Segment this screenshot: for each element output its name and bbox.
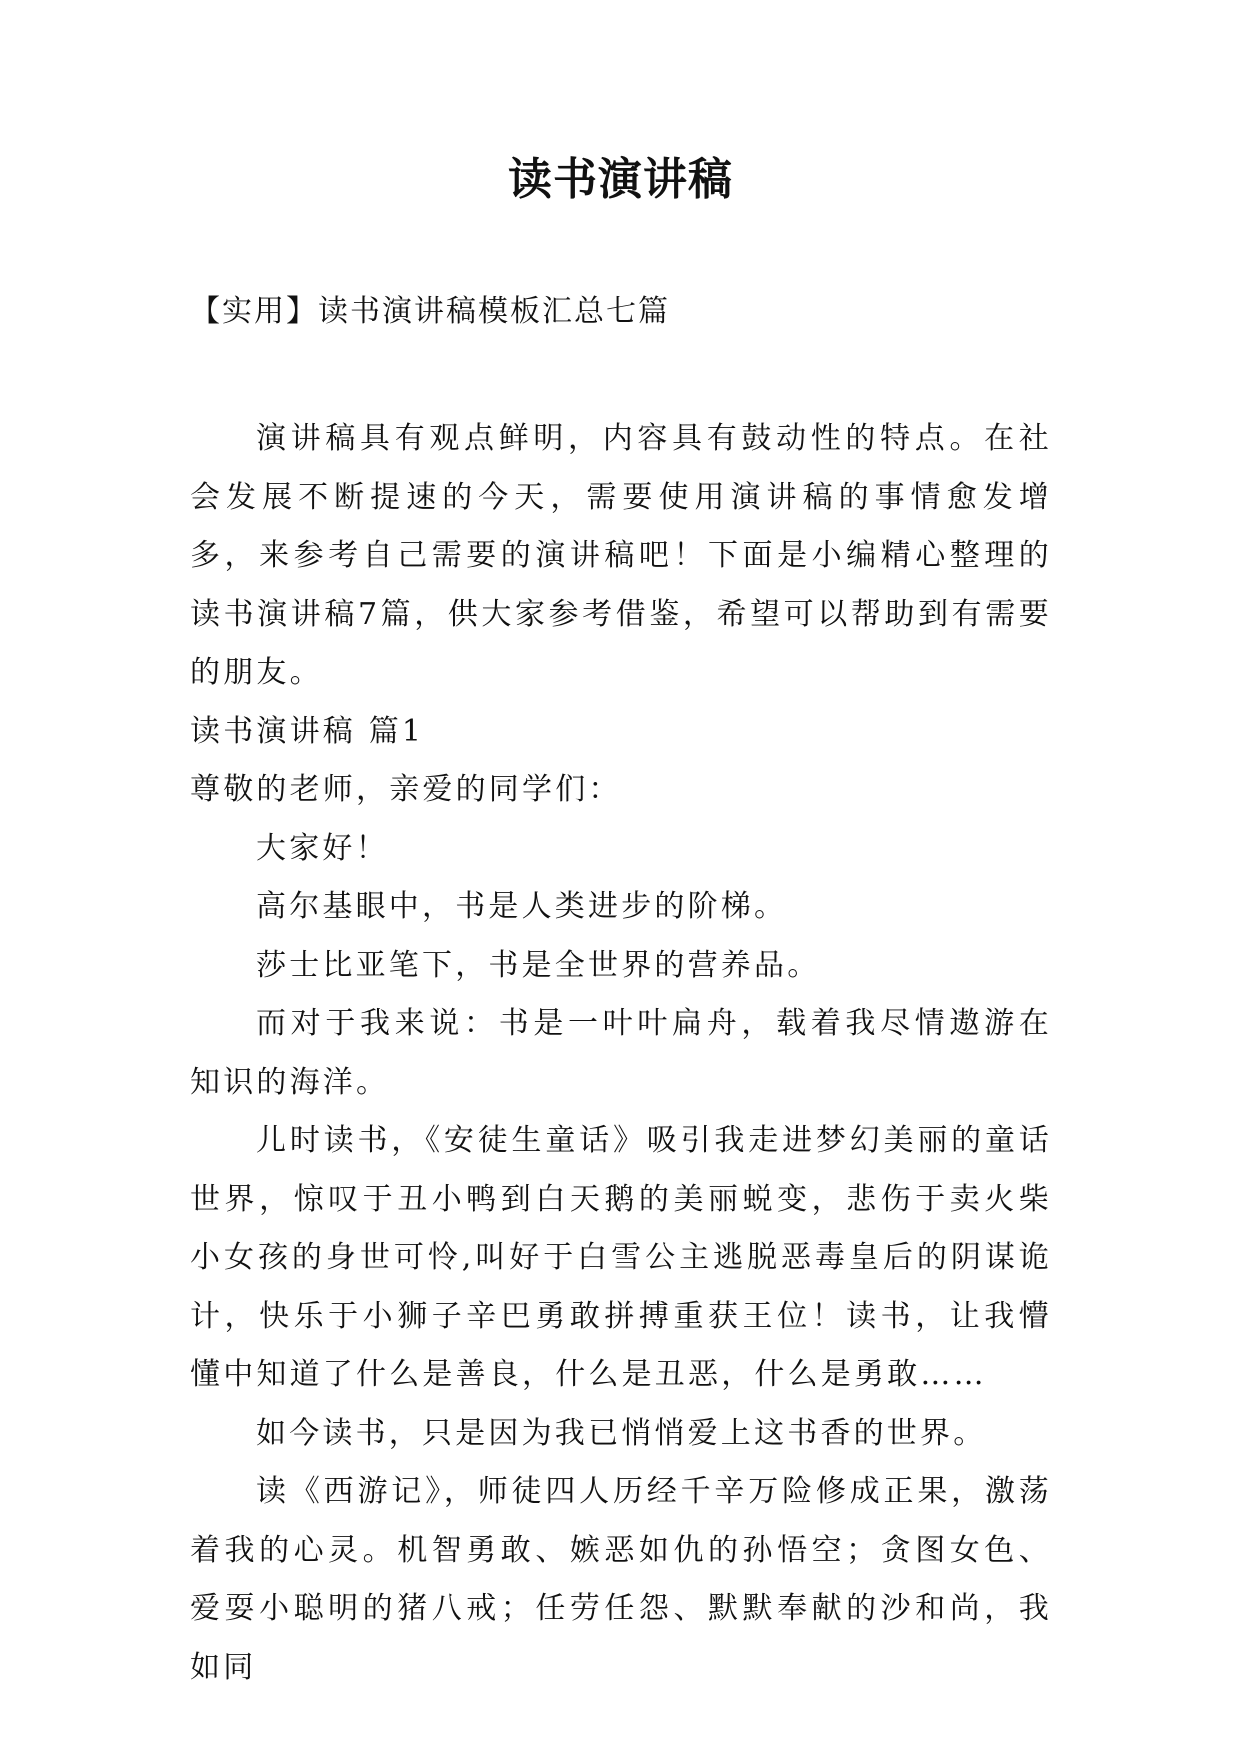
- document-title: 读书演讲稿: [508, 154, 733, 205]
- document-subtitle: 【实用】读书演讲稿模板汇总七篇: [190, 294, 670, 329]
- body-paragraph: 读书演讲稿 篇1: [190, 713, 425, 749]
- body-paragraph: 而对于我来说：书是一叶叶扁舟，载着我尽情遨游在知识的海洋。: [190, 1006, 1052, 1100]
- body-paragraph: 高尔基眼中，书是人类进步的阶梯。: [256, 889, 788, 924]
- body-paragraph: 儿时读书，《安徒生童话》吸引我走进梦幻美丽的童话世界，惊叹于丑小鸭到白天鹅的美丽蜕变，悲伤于卖火柴小女孩的身世可怜,叫好于白雪公主逃脱恶毒皇后的阴谋诡计，快乐于小狮子辛巴勇敢拼搏重获王位！读书，让我懵懂中知道了什么是善良，什么是丑恶，什么是勇敢……: [190, 1123, 1052, 1392]
- document-body: [190, 410, 1052, 1697]
- body-paragraph: 尊敬的老师，亲爱的同学们：: [190, 772, 622, 807]
- body-paragraph: 莎士比亚笔下，书是全世界的营养品。: [256, 947, 821, 983]
- body-paragraph: 演讲稿具有观点鲜明，内容具有鼓动性的特点。在社会发展不断提速的今天，需要使用演讲稿的事情愈发增多，来参考自己需要的演讲稿吧！下面是小编精心整理的读书演讲稿7篇，供大家参考借鉴，希望可以帮助到有需要的朋友。: [190, 421, 1052, 690]
- body-paragraph: 大家好！: [256, 830, 389, 866]
- body-paragraph: 读《西游记》，师徒四人历经千辛万险修成正果，激荡着我的心灵。机智勇敢、嫉恶如仇的孙悟空；贪图女色、爱耍小聪明的猪八戒；任劳任怨、默默奉献的沙和尚，我如同: [190, 1474, 1052, 1685]
- body-paragraph: 如今读书，只是因为我已悄悄爱上这书香的世界。: [256, 1415, 987, 1451]
